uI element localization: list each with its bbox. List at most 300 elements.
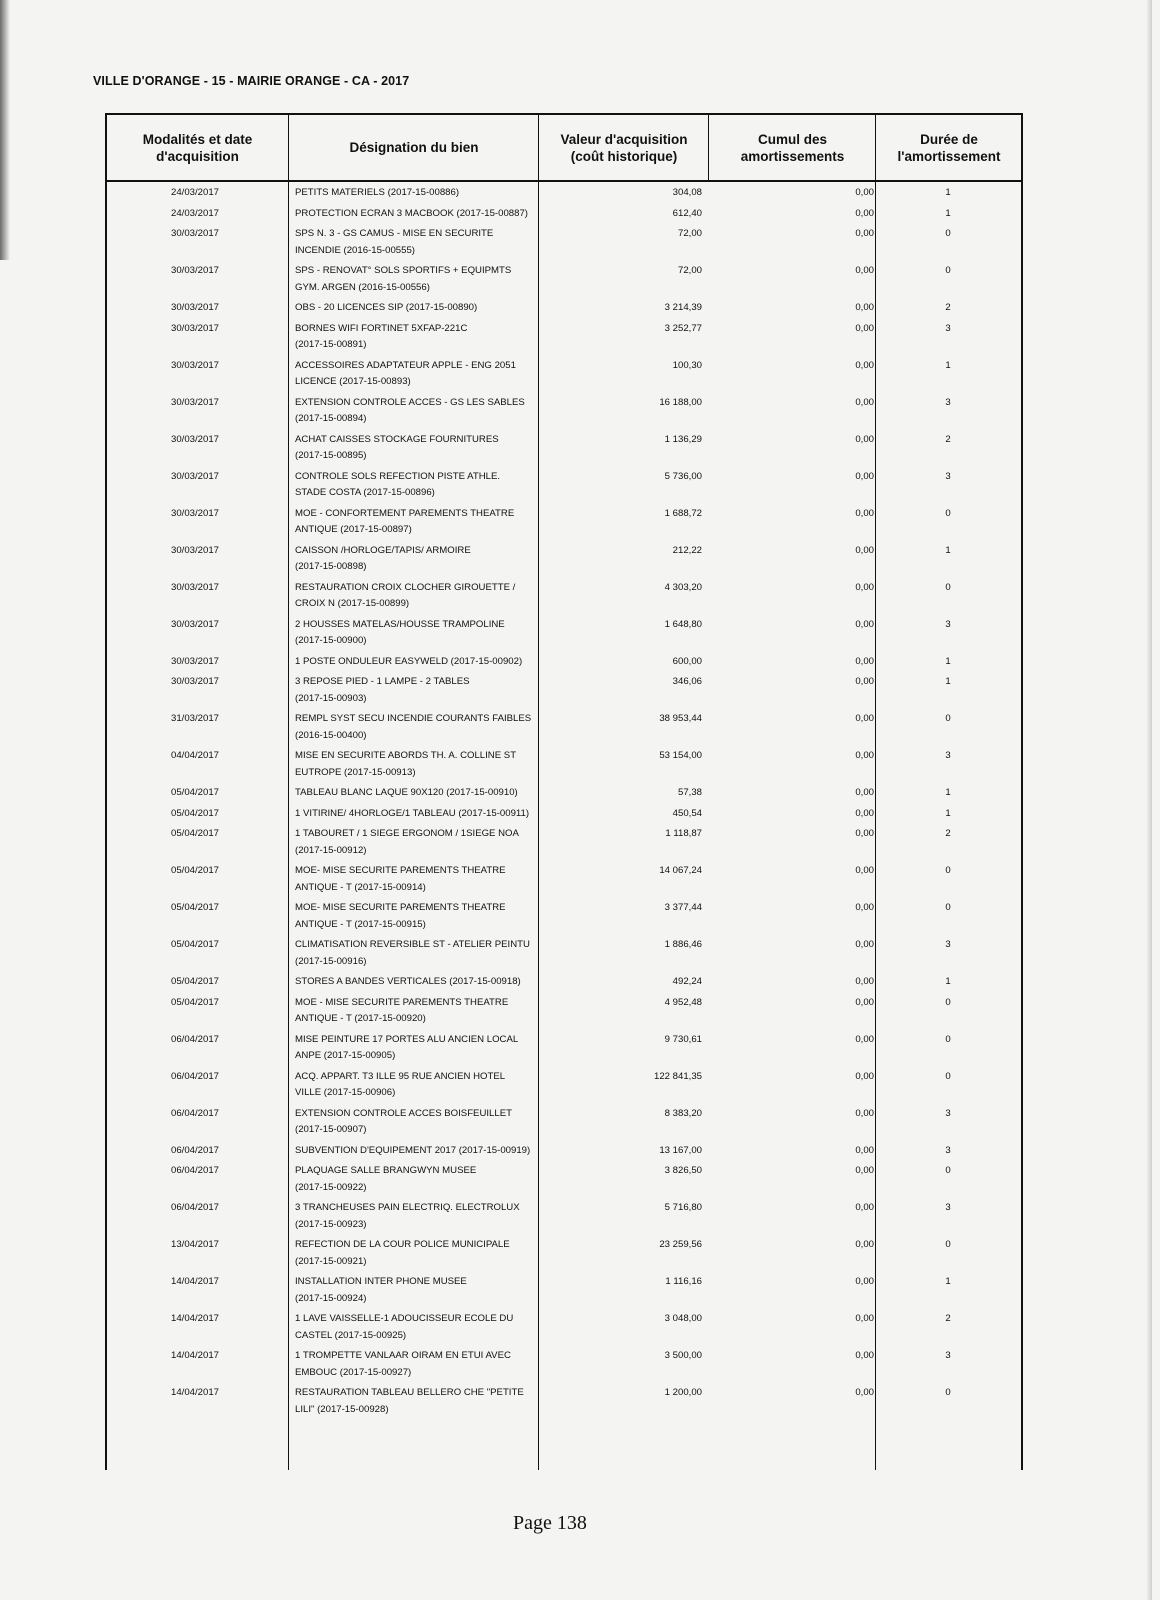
acquisition-date: 30/03/2017 bbox=[170, 618, 219, 630]
acquisition-date: 30/03/2017 bbox=[170, 228, 219, 239]
asset-designation bbox=[295, 1143, 575, 1160]
cumulative-amortization: 0,00 bbox=[855, 544, 874, 556]
cumulative-amortization: 0,00 bbox=[855, 1239, 874, 1250]
acquisition-value: 4 952,48 bbox=[664, 996, 702, 1008]
acquisition-value: 3 252,77 bbox=[664, 322, 702, 334]
acquisition-date: 06/04/2017 bbox=[170, 1033, 219, 1045]
cumulative-amortization: 0,00 bbox=[855, 750, 874, 761]
asset-designation bbox=[295, 432, 575, 465]
acquisition-date: 14/04/2017 bbox=[170, 1276, 219, 1287]
cumulative-amortization: 0,00 bbox=[855, 207, 874, 219]
acquisition-date: 24/03/2017 bbox=[170, 187, 219, 198]
designation-line: EXTENSION CONTROLE ACCES BOISFEUILLET bbox=[295, 1107, 512, 1119]
table-row bbox=[105, 358, 1023, 395]
acquisition-date: 06/04/2017 bbox=[170, 1107, 219, 1119]
designation-line: 1 LAVE VAISSELLE-1 ADOUCISSEUR ECOLE DU bbox=[295, 1313, 514, 1324]
amortization-duration: 2 bbox=[945, 828, 951, 839]
acquisition-value: 9 730,61 bbox=[664, 1033, 702, 1045]
asset-designation bbox=[295, 900, 575, 933]
cumulative-amortization: 0,00 bbox=[855, 902, 874, 913]
table-row bbox=[105, 321, 1023, 358]
asset-designation bbox=[295, 748, 575, 781]
cumulative-amortization: 0,00 bbox=[855, 265, 874, 276]
acquisition-date: 30/03/2017 bbox=[170, 265, 219, 276]
cumulative-amortization: 0,00 bbox=[855, 1276, 874, 1287]
designation-line: (2017-15-00895) bbox=[295, 450, 367, 461]
designation-line: INSTALLATION INTER PHONE MUSEE bbox=[295, 1276, 467, 1287]
acquisition-value: 100,30 bbox=[672, 359, 702, 371]
designation-line: 1 VITIRINE/ 4HORLOGE/1 TABLEAU (2017-15-00911) bbox=[295, 807, 530, 819]
table-body bbox=[105, 185, 1023, 1422]
column-header-designation bbox=[290, 115, 538, 180]
designation-line: TABLEAU BLANC LAQUE 90X120 (2017-15-00910) bbox=[295, 787, 518, 798]
amortization-duration: 1 bbox=[945, 544, 951, 556]
acquisition-date: 05/04/2017 bbox=[170, 939, 219, 950]
table-row bbox=[105, 543, 1023, 580]
cumulative-amortization: 0,00 bbox=[855, 939, 874, 950]
acquisition-date: 30/03/2017 bbox=[170, 655, 219, 667]
asset-designation bbox=[295, 469, 575, 502]
acquisition-date: 13/04/2017 bbox=[170, 1239, 219, 1250]
asset-designation bbox=[295, 826, 575, 859]
asset-designation bbox=[295, 617, 575, 650]
designation-line: CLIMATISATION REVERSIBLE ST - ATELIER PEINTU bbox=[295, 939, 530, 950]
table-row bbox=[105, 226, 1023, 263]
designation-line: MOE- MISE SECURITE PAREMENTS THEATRE bbox=[295, 902, 506, 913]
cumulative-amortization: 0,00 bbox=[855, 1350, 874, 1361]
acquisition-value: 57,38 bbox=[677, 787, 702, 798]
asset-designation bbox=[295, 543, 575, 576]
acquisition-date: 14/04/2017 bbox=[170, 1387, 219, 1398]
acquisition-value: 3 048,00 bbox=[664, 1313, 702, 1324]
asset-designation bbox=[295, 1032, 575, 1065]
cumulative-amortization: 0,00 bbox=[855, 1070, 874, 1082]
designation-line: REMPL SYST SECU INCENDIE COURANTS FAIBLES bbox=[295, 713, 532, 724]
table-row bbox=[105, 1348, 1023, 1385]
asset-designation bbox=[295, 1069, 575, 1102]
page-number: Page 138 bbox=[513, 1512, 587, 1534]
designation-line: SUBVENTION D'EQUIPEMENT 2017 (2017-15-00919) bbox=[295, 1144, 531, 1156]
amortization-duration: 3 bbox=[945, 1107, 951, 1119]
cumulative-amortization: 0,00 bbox=[855, 996, 874, 1008]
designation-line: MOE - CONFORTEMENT PAREMENTS THEATRE bbox=[295, 507, 515, 519]
acquisition-value: 53 154,00 bbox=[659, 750, 702, 761]
header-separator bbox=[105, 180, 1023, 182]
acquisition-value: 612,40 bbox=[672, 207, 702, 219]
amortization-duration: 1 bbox=[945, 787, 951, 798]
amortization-duration: 0 bbox=[945, 265, 951, 276]
acquisition-date: 30/03/2017 bbox=[170, 302, 219, 313]
amortization-duration: 3 bbox=[945, 1350, 951, 1361]
asset-designation bbox=[295, 1274, 575, 1307]
table-row bbox=[105, 995, 1023, 1032]
table-row bbox=[105, 937, 1023, 974]
acquisition-value: 16 188,00 bbox=[659, 396, 702, 408]
amortization-duration: 0 bbox=[945, 996, 951, 1008]
table-row bbox=[105, 1106, 1023, 1143]
amortization-duration: 1 bbox=[945, 187, 951, 198]
asset-designation bbox=[295, 654, 575, 671]
acquisition-value: 1 886,46 bbox=[664, 939, 702, 950]
acquisition-date: 30/03/2017 bbox=[170, 396, 219, 408]
column-header-duree bbox=[877, 115, 1021, 180]
designation-line: BORNES WIFI FORTINET 5XFAP-221C bbox=[295, 322, 468, 334]
cumulative-amortization: 0,00 bbox=[855, 396, 874, 408]
cumulative-amortization: 0,00 bbox=[855, 655, 874, 667]
table-row bbox=[105, 395, 1023, 432]
table-row bbox=[105, 1274, 1023, 1311]
acquisition-date: 30/03/2017 bbox=[170, 322, 219, 334]
amortization-duration: 0 bbox=[945, 1239, 951, 1250]
amortization-duration: 0 bbox=[945, 1165, 951, 1176]
acquisition-value: 450,54 bbox=[672, 807, 702, 819]
acquisition-value: 3 500,00 bbox=[664, 1350, 702, 1361]
amortization-duration: 3 bbox=[945, 470, 951, 482]
amortization-duration: 1 bbox=[945, 359, 951, 371]
acquisition-date: 05/04/2017 bbox=[170, 976, 219, 987]
acquisition-date: 06/04/2017 bbox=[170, 1202, 219, 1213]
designation-line: (2017-15-00912) bbox=[295, 844, 367, 856]
cumulative-amortization: 0,00 bbox=[855, 581, 874, 593]
acquisition-value: 72,00 bbox=[677, 228, 702, 239]
acquisition-value: 8 383,20 bbox=[664, 1107, 702, 1119]
acquisition-value: 346,06 bbox=[672, 676, 702, 687]
cumulative-amortization: 0,00 bbox=[855, 1144, 874, 1156]
acquisition-value: 13 167,00 bbox=[659, 1144, 702, 1156]
designation-line: (2016-15-00400) bbox=[295, 729, 367, 741]
designation-line: ANTIQUE - T (2017-15-00920) bbox=[295, 1013, 426, 1024]
table-row bbox=[105, 1237, 1023, 1274]
cumulative-amortization: 0,00 bbox=[855, 228, 874, 239]
table-row bbox=[105, 654, 1023, 675]
amortization-duration: 1 bbox=[945, 976, 951, 987]
cumulative-amortization: 0,00 bbox=[855, 302, 874, 313]
asset-designation bbox=[295, 863, 575, 896]
acquisition-value: 23 259,56 bbox=[659, 1239, 702, 1250]
cumulative-amortization: 0,00 bbox=[855, 1313, 874, 1324]
acquisition-value: 3 214,39 bbox=[664, 302, 702, 313]
asset-designation bbox=[295, 263, 575, 296]
scan-edge-shadow bbox=[0, 0, 10, 260]
acquisition-value: 1 116,16 bbox=[665, 1276, 702, 1287]
designation-line: ACCESSOIRES ADAPTATEUR APPLE - ENG 2051 bbox=[295, 359, 516, 371]
amortization-duration: 3 bbox=[945, 618, 951, 630]
designation-line: CROIX N (2017-15-00899) bbox=[295, 598, 410, 609]
asset-designation bbox=[295, 995, 575, 1028]
cumulative-amortization: 0,00 bbox=[855, 1387, 874, 1398]
designation-line: MISE PEINTURE 17 PORTES ALU ANCIEN LOCAL bbox=[295, 1033, 519, 1045]
designation-line: REFECTION DE LA COUR POLICE MUNICIPALE bbox=[295, 1239, 510, 1250]
amortization-duration: 1 bbox=[945, 207, 951, 219]
column-header-cumul bbox=[710, 115, 875, 180]
acquisition-date: 24/03/2017 bbox=[170, 207, 219, 219]
designation-line: (2017-15-00924) bbox=[295, 1292, 367, 1304]
column-header-value bbox=[540, 115, 708, 180]
asset-designation bbox=[295, 358, 575, 391]
cumulative-amortization: 0,00 bbox=[855, 470, 874, 482]
table-row bbox=[105, 580, 1023, 617]
acquisition-value: 1 648,80 bbox=[664, 618, 702, 630]
designation-line: ANTIQUE (2017-15-00897) bbox=[295, 524, 412, 535]
asset-designation bbox=[295, 226, 575, 259]
amortization-duration: 3 bbox=[945, 1202, 951, 1213]
designation-line: CAISSON /HORLOGE/TAPIS/ ARMOIRE bbox=[295, 544, 471, 556]
designation-line: 3 TRANCHEUSES PAIN ELECTRIQ. ELECTROLUX bbox=[295, 1202, 520, 1213]
scan-edge-right bbox=[1146, 0, 1152, 1600]
designation-line: SPS N. 3 - GS CAMUS - MISE EN SECURITE bbox=[295, 228, 494, 239]
table-row bbox=[105, 1163, 1023, 1200]
acquisition-date: 31/03/2017 bbox=[170, 713, 219, 724]
designation-line: LILI" (2017-15-00928) bbox=[295, 1403, 389, 1415]
asset-designation bbox=[295, 974, 575, 991]
designation-line: MOE - MISE SECURITE PAREMENTS THEATRE bbox=[295, 996, 509, 1008]
asset-designation bbox=[295, 580, 575, 613]
designation-line: PLAQUAGE SALLE BRANGWYN MUSEE bbox=[295, 1165, 477, 1176]
asset-designation bbox=[295, 785, 575, 802]
amortization-duration: 3 bbox=[945, 939, 951, 950]
acquisition-value: 72,00 bbox=[677, 265, 702, 276]
designation-line: 3 REPOSE PIED - 1 LAMPE - 2 TABLES bbox=[295, 676, 470, 687]
acquisition-value: 14 067,24 bbox=[659, 865, 702, 876]
amortization-duration: 2 bbox=[945, 302, 951, 313]
designation-line: (2017-15-00898) bbox=[295, 561, 367, 572]
table-row bbox=[105, 206, 1023, 227]
table-row bbox=[105, 974, 1023, 995]
asset-designation bbox=[295, 321, 575, 354]
acquisition-date: 05/04/2017 bbox=[170, 807, 219, 819]
designation-line: INCENDIE (2016-15-00555) bbox=[295, 244, 415, 256]
designation-line: ANTIQUE - T (2017-15-00914) bbox=[295, 881, 426, 893]
asset-designation bbox=[295, 674, 575, 707]
amortization-duration: 3 bbox=[945, 1144, 951, 1156]
asset-designation bbox=[295, 1163, 575, 1196]
column-header-value-label: Valeur d'acquisition (coût historique) bbox=[560, 131, 688, 164]
cumulative-amortization: 0,00 bbox=[855, 187, 874, 198]
acquisition-date: 04/04/2017 bbox=[170, 750, 219, 761]
table-row bbox=[105, 185, 1023, 206]
designation-line: 1 POSTE ONDULEUR EASYWELD (2017-15-00902) bbox=[295, 655, 523, 667]
designation-line: MOE- MISE SECURITE PAREMENTS THEATRE bbox=[295, 865, 506, 876]
acquisition-value: 38 953,44 bbox=[659, 713, 702, 724]
designation-line: VILLE (2017-15-00906) bbox=[295, 1087, 396, 1098]
amortization-duration: 0 bbox=[945, 902, 951, 913]
designation-line: (2017-15-00907) bbox=[295, 1124, 367, 1135]
cumulative-amortization: 0,00 bbox=[855, 676, 874, 687]
acquisition-value: 122 841,35 bbox=[653, 1070, 702, 1082]
acquisition-date: 05/04/2017 bbox=[170, 828, 219, 839]
designation-line: EMBOUC (2017-15-00927) bbox=[295, 1366, 412, 1378]
designation-line: CONTROLE SOLS REFECTION PISTE ATHLE. bbox=[295, 470, 501, 482]
acquisition-value: 5 716,80 bbox=[664, 1202, 702, 1213]
acquisition-date: 06/04/2017 bbox=[170, 1144, 219, 1156]
table-row bbox=[105, 1385, 1023, 1422]
acquisition-date: 06/04/2017 bbox=[170, 1070, 219, 1082]
acquisition-date: 05/04/2017 bbox=[170, 865, 219, 876]
acquisition-value: 5 736,00 bbox=[664, 470, 702, 482]
acquisition-date: 30/03/2017 bbox=[170, 359, 219, 371]
designation-line: ANTIQUE - T (2017-15-00915) bbox=[295, 918, 426, 930]
table-row bbox=[105, 1200, 1023, 1237]
amortization-duration: 0 bbox=[945, 865, 951, 876]
cumulative-amortization: 0,00 bbox=[855, 1165, 874, 1176]
column-header-date bbox=[107, 115, 288, 180]
asset-designation bbox=[295, 937, 575, 970]
table-row bbox=[105, 506, 1023, 543]
designation-line: OBS - 20 LICENCES SIP (2017-15-00890) bbox=[295, 302, 478, 313]
asset-designation bbox=[295, 506, 575, 539]
table-row bbox=[105, 1069, 1023, 1106]
designation-line: (2017-15-00916) bbox=[295, 955, 367, 967]
amortization-duration: 0 bbox=[945, 1070, 951, 1082]
acquisition-value: 1 136,29 bbox=[664, 433, 702, 445]
amortization-duration: 0 bbox=[945, 507, 951, 519]
acquisition-date: 30/03/2017 bbox=[170, 544, 219, 556]
acquisition-date: 30/03/2017 bbox=[170, 470, 219, 482]
cumulative-amortization: 0,00 bbox=[855, 359, 874, 371]
amortization-duration: 0 bbox=[945, 581, 951, 593]
amortization-duration: 1 bbox=[945, 676, 951, 687]
designation-line: EXTENSION CONTROLE ACCES - GS LES SABLES bbox=[295, 396, 525, 408]
acquisition-date: 05/04/2017 bbox=[170, 902, 219, 913]
cumulative-amortization: 0,00 bbox=[855, 1107, 874, 1119]
cumulative-amortization: 0,00 bbox=[855, 322, 874, 334]
asset-designation bbox=[295, 1106, 575, 1139]
amortization-duration: 2 bbox=[945, 433, 951, 445]
acquisition-value: 600,00 bbox=[672, 655, 702, 667]
designation-line: (2017-15-00903) bbox=[295, 692, 367, 704]
amortization-duration: 3 bbox=[945, 396, 951, 408]
designation-line: LICENCE (2017-15-00893) bbox=[295, 376, 411, 387]
assets-table bbox=[105, 113, 1023, 1470]
table-row bbox=[105, 748, 1023, 785]
asset-designation bbox=[295, 1348, 575, 1381]
designation-line: PETITS MATERIELS (2017-15-00886) bbox=[295, 187, 460, 198]
asset-designation bbox=[295, 185, 575, 202]
acquisition-value: 3 826,50 bbox=[664, 1165, 702, 1176]
cumulative-amortization: 0,00 bbox=[855, 507, 874, 519]
amortization-duration: 0 bbox=[945, 713, 951, 724]
amortization-duration: 2 bbox=[945, 1313, 951, 1324]
cumulative-amortization: 0,00 bbox=[855, 433, 874, 445]
designation-line: MISE EN SECURITE ABORDS TH. A. COLLINE ST bbox=[295, 750, 517, 761]
cumulative-amortization: 0,00 bbox=[855, 807, 874, 819]
acquisition-date: 30/03/2017 bbox=[170, 581, 219, 593]
cumulative-amortization: 0,00 bbox=[855, 618, 874, 630]
table-row bbox=[105, 785, 1023, 806]
cumulative-amortization: 0,00 bbox=[855, 1202, 874, 1213]
amortization-duration: 0 bbox=[945, 1033, 951, 1045]
table-row bbox=[105, 1143, 1023, 1164]
designation-line: RESTAURATION TABLEAU BELLERO CHE "PETITE bbox=[295, 1387, 524, 1398]
designation-line: STADE COSTA (2017-15-00896) bbox=[295, 487, 435, 498]
acquisition-value: 492,24 bbox=[672, 976, 702, 987]
acquisition-date: 05/04/2017 bbox=[170, 996, 219, 1008]
table-row bbox=[105, 617, 1023, 654]
table-row bbox=[105, 300, 1023, 321]
acquisition-value: 1 200,00 bbox=[664, 1387, 702, 1398]
table-row bbox=[105, 263, 1023, 300]
cumulative-amortization: 0,00 bbox=[855, 787, 874, 798]
acquisition-date: 05/04/2017 bbox=[170, 787, 219, 798]
cumulative-amortization: 0,00 bbox=[855, 865, 874, 876]
designation-line: (2017-15-00922) bbox=[295, 1181, 367, 1193]
acquisition-value: 3 377,44 bbox=[664, 902, 702, 913]
cumulative-amortization: 0,00 bbox=[855, 828, 874, 839]
designation-line: ACQ. APPART. T3 ILLE 95 RUE ANCIEN HOTEL bbox=[295, 1070, 506, 1082]
table-row bbox=[105, 900, 1023, 937]
amortization-duration: 1 bbox=[945, 1276, 951, 1287]
designation-line: STORES A BANDES VERTICALES (2017-15-00918) bbox=[295, 976, 521, 987]
asset-designation bbox=[295, 1385, 575, 1418]
column-header-cumul-label: Cumul des amortissements bbox=[740, 131, 845, 164]
acquisition-value: 1 118,87 bbox=[665, 828, 702, 839]
acquisition-value: 1 688,72 bbox=[664, 507, 702, 519]
designation-line: 1 TROMPETTE VANLAAR OIRAM EN ETUI AVEC bbox=[295, 1350, 511, 1361]
asset-designation bbox=[295, 1200, 575, 1233]
designation-line: EUTROPE (2017-15-00913) bbox=[295, 766, 416, 778]
amortization-duration: 0 bbox=[945, 1387, 951, 1398]
acquisition-date: 06/04/2017 bbox=[170, 1165, 219, 1176]
amortization-duration: 1 bbox=[945, 807, 951, 819]
designation-line: CASTEL (2017-15-00925) bbox=[295, 1329, 407, 1341]
acquisition-value: 212,22 bbox=[672, 544, 702, 556]
table-row bbox=[105, 1032, 1023, 1069]
asset-designation bbox=[295, 1237, 575, 1270]
acquisition-date: 30/03/2017 bbox=[170, 676, 219, 687]
acquisition-value: 4 303,20 bbox=[664, 581, 702, 593]
table-row bbox=[105, 432, 1023, 469]
asset-designation bbox=[295, 1311, 575, 1344]
designation-line: 1 TABOURET / 1 SIEGE ERGONOM / 1SIEGE NOA bbox=[295, 828, 519, 839]
column-header-duree-label: Durée de l'amortissement bbox=[897, 131, 1001, 164]
cumulative-amortization: 0,00 bbox=[855, 1033, 874, 1045]
amortization-duration: 0 bbox=[945, 228, 951, 239]
designation-line: GYM. ARGEN (2016-15-00556) bbox=[295, 281, 430, 293]
asset-designation bbox=[295, 806, 575, 823]
asset-designation bbox=[295, 395, 575, 428]
acquisition-date: 30/03/2017 bbox=[170, 433, 219, 445]
designation-line: PROTECTION ECRAN 3 MACBOOK (2017-15-00887) bbox=[295, 207, 528, 219]
cumulative-amortization: 0,00 bbox=[855, 976, 874, 987]
designation-line: (2017-15-00900) bbox=[295, 635, 367, 646]
table-row bbox=[105, 826, 1023, 863]
amortization-duration: 1 bbox=[945, 655, 951, 667]
acquisition-date: 30/03/2017 bbox=[170, 507, 219, 519]
table-row bbox=[105, 674, 1023, 711]
acquisition-date: 14/04/2017 bbox=[170, 1350, 219, 1361]
acquisition-value: 304,08 bbox=[672, 187, 702, 198]
designation-line: SPS - RENOVAT° SOLS SPORTIFS + EQUIPMTS bbox=[295, 265, 512, 276]
table-row bbox=[105, 711, 1023, 748]
asset-designation bbox=[295, 300, 575, 317]
designation-line: ANPE (2017-15-00905) bbox=[295, 1050, 396, 1061]
asset-designation bbox=[295, 711, 575, 744]
column-header-date-label: Modalités et date d'acquisition bbox=[142, 131, 253, 164]
table-row bbox=[105, 469, 1023, 506]
designation-line: ACHAT CAISSES STOCKAGE FOURNITURES bbox=[295, 433, 499, 445]
column-header-designation-label: Désignation du bien bbox=[349, 140, 479, 155]
column-divider-3 bbox=[708, 113, 709, 182]
table-row bbox=[105, 863, 1023, 900]
designation-line: (2017-15-00894) bbox=[295, 413, 367, 424]
acquisition-date: 14/04/2017 bbox=[170, 1313, 219, 1324]
table-row bbox=[105, 1311, 1023, 1348]
designation-line: (2017-15-00923) bbox=[295, 1218, 367, 1230]
asset-designation bbox=[295, 206, 575, 223]
designation-line: (2017-15-00891) bbox=[295, 339, 367, 350]
designation-line: RESTAURATION CROIX CLOCHER GIROUETTE / bbox=[295, 581, 516, 593]
designation-line: (2017-15-00921) bbox=[295, 1255, 367, 1267]
